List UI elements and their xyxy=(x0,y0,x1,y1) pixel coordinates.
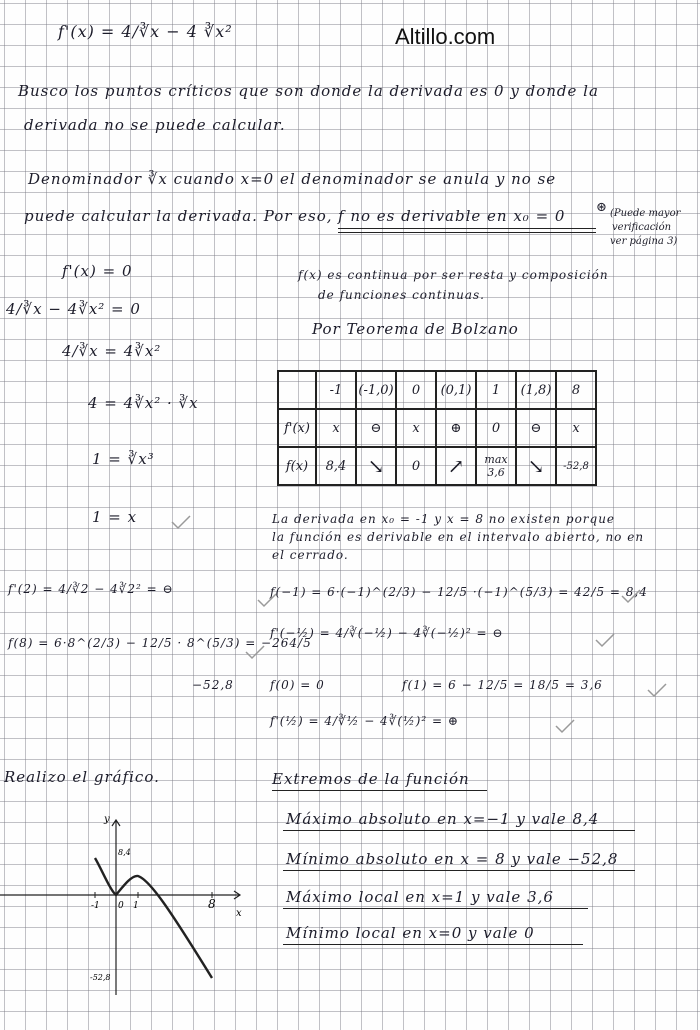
solve-step-5: 1 = ∛x³ xyxy=(92,450,155,468)
solve-step-6: 1 = x xyxy=(92,508,138,526)
check-icon xyxy=(622,590,640,602)
not-derivable-statement: f no es derivable en x₀ = 0 xyxy=(338,207,566,225)
side-note-1: (Puede mayor xyxy=(610,208,681,219)
y-axis-label: y xyxy=(104,814,110,825)
table-cell: 0 xyxy=(396,371,436,409)
eval-f-8-decimal: −52,8 xyxy=(192,678,234,692)
solve-step-2: 4/∛x − 4∛x² = 0 xyxy=(6,300,141,318)
table-cell: x xyxy=(316,409,356,447)
max-value: 3,6 xyxy=(487,466,505,479)
eval-f-8: f(8) = 6·8^(2/3) − 12/5 · 8^(5/3) = −264/5 xyxy=(8,636,312,650)
extreme-item: Mínimo absoluto en x = 8 y vale −52,8 xyxy=(286,850,619,868)
x-tick-label: 0 xyxy=(118,901,124,911)
solve-step-1: f'(x) = 0 xyxy=(62,262,133,280)
endpoints-note-3: el cerrado. xyxy=(272,548,349,562)
x-tick-label: 1 xyxy=(133,901,139,911)
check-icon xyxy=(648,684,666,696)
function-curve xyxy=(95,858,212,978)
derivative-formula: f'(x) = 4/∛x − 4 ∛x² xyxy=(58,22,233,41)
table-cell: ↘ xyxy=(516,447,556,485)
table-cell: f'(x) xyxy=(278,409,316,447)
x-tick-label: 8 xyxy=(208,897,216,911)
y-tick-label: -52,8 xyxy=(90,973,111,982)
y-tick-label: 8,4 xyxy=(118,848,131,857)
table-cell: 0 xyxy=(396,447,436,485)
table-cell: f(x) xyxy=(278,447,316,485)
table-cell: 8,4 xyxy=(316,447,356,485)
bolzano-heading: Por Teorema de Bolzano xyxy=(312,320,519,338)
endpoints-note-2: la función es derivable en el intervalo abierto, no en xyxy=(272,530,645,544)
eval-f-1: f(1) = 6 − 12/5 = 18/5 = 3,6 xyxy=(402,678,603,692)
watermark: Altillo.com xyxy=(395,24,496,49)
table-cell: ↘ xyxy=(356,447,396,485)
side-note-3: ver página 3) xyxy=(610,236,678,247)
table-cell: 1 xyxy=(476,371,516,409)
x-tick-label: -1 xyxy=(91,901,100,911)
star-marker-icon: ⊛ xyxy=(596,200,608,215)
graph-title: Realizo el gráfico. xyxy=(4,768,160,786)
continuity-line-2: de funciones continuas. xyxy=(318,288,485,302)
eval-f-minus-1: f(−1) = 6·(−1)^(2/3) − 12/5 ·(−1)^(5/3) = 42/5 = 8,4 xyxy=(270,585,648,599)
table-cell: (1,8) xyxy=(516,371,556,409)
table-cell: x xyxy=(556,409,596,447)
continuity-line-1: f(x) es continua por ser resta y composición xyxy=(298,268,609,282)
table-cell: (-1,0) xyxy=(356,371,396,409)
max-label: max xyxy=(484,453,508,466)
eval-f-prime-half: f'(½) = 4/∛½ − 4∛(½)² = ⊕ xyxy=(270,714,459,728)
intro-line-2: derivada no se puede calcular. xyxy=(24,116,286,134)
table-cell: ⊖ xyxy=(516,409,556,447)
denominator-line-1: Denominador ∛x cuando x=0 el denominador se anula y no se xyxy=(28,170,557,188)
check-icon xyxy=(246,646,264,658)
extremes-title-underline xyxy=(272,790,487,791)
extreme-underline xyxy=(283,830,635,831)
table-cell: -52,8 xyxy=(556,447,596,485)
extreme-underline xyxy=(283,944,583,945)
endpoints-note-1: La derivada en x₀ = -1 y x = 8 no existen porque xyxy=(272,512,616,526)
extreme-item: Máximo local en x=1 y vale 3,6 xyxy=(286,888,554,906)
solve-step-3: 4/∛x = 4∛x² xyxy=(62,342,162,360)
table-cell: ⊕ xyxy=(436,409,476,447)
x-axis-label: x xyxy=(236,908,242,919)
eval-f-0: f(0) = 0 xyxy=(270,678,325,692)
extreme-underline xyxy=(283,908,588,909)
table-cell: ⊖ xyxy=(356,409,396,447)
check-icon xyxy=(596,634,614,646)
check-icon xyxy=(172,516,190,528)
solve-step-4: 4 = 4∛x² · ∛x xyxy=(88,394,199,412)
function-graph xyxy=(0,800,260,1020)
side-note-2: verificación xyxy=(612,222,672,233)
check-icon xyxy=(556,720,574,732)
table-cell: (0,1) xyxy=(436,371,476,409)
table-cell: ↗ xyxy=(436,447,476,485)
table-cell: x xyxy=(396,409,436,447)
check-icon xyxy=(258,594,276,606)
extremes-title: Extremos de la función xyxy=(272,770,470,788)
eval-f-prime-minus-half: f'(−½) = 4/∛(−½) − 4∛(−½)² = ⊖ xyxy=(270,626,504,640)
table-cell: -1 xyxy=(316,371,356,409)
intro-line-1: Busco los puntos críticos que son donde la derivada es 0 y donde la xyxy=(18,82,599,100)
extreme-item: Máximo absoluto en x=−1 y vale 8,4 xyxy=(286,810,600,828)
table-cell: 0 xyxy=(476,409,516,447)
denominator-line-2: puede calcular la derivada. Por eso, xyxy=(24,207,333,225)
eval-f-prime-2: f'(2) = 4/∛2 − 4∛2² = ⊖ xyxy=(8,582,174,596)
extreme-item: Mínimo local en x=0 y vale 0 xyxy=(286,924,535,942)
table-cell: 8 xyxy=(556,371,596,409)
extreme-underline xyxy=(283,870,635,871)
